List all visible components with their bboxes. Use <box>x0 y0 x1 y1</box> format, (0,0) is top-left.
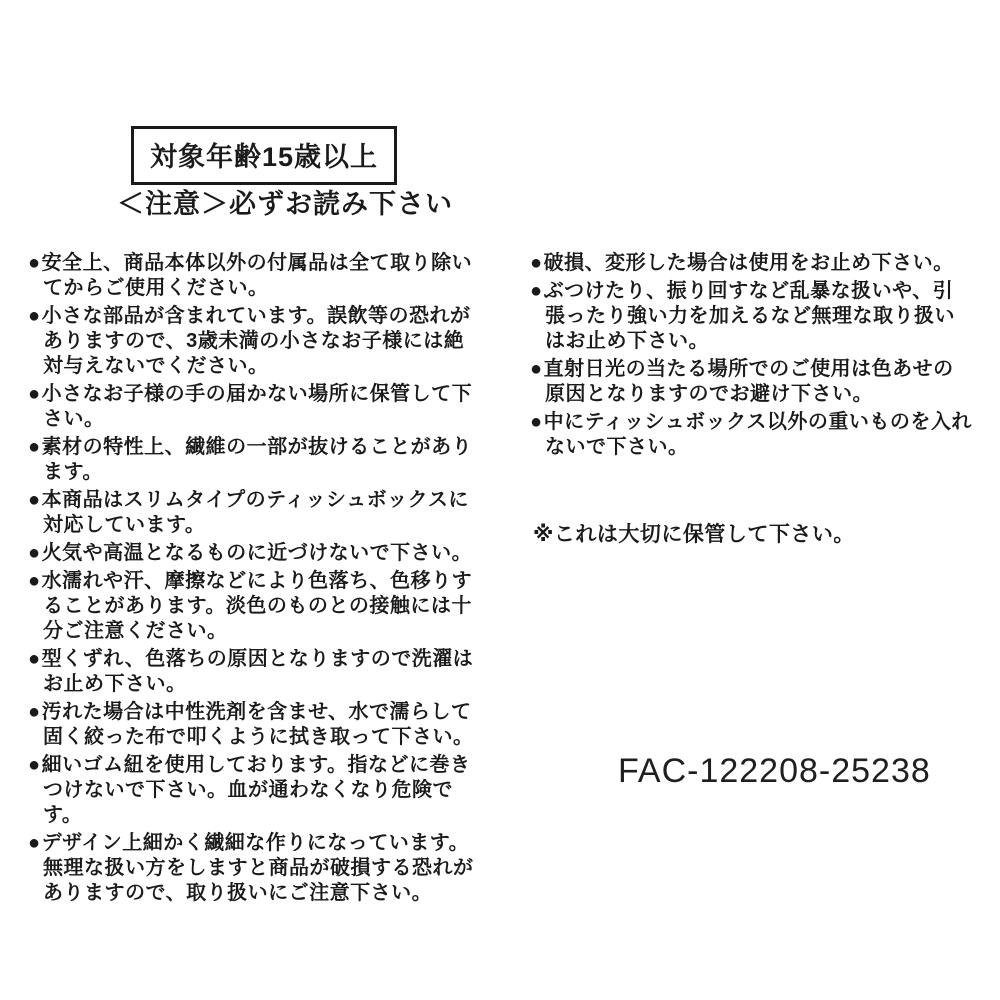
warning-text: 火気や高温となるものに近づけないで下さい。 <box>41 542 473 564</box>
warning-text: 素材の特性上、繊維の一部が抜けることがあります。 <box>41 436 473 483</box>
warning-item <box>28 382 476 432</box>
warning-text: デザイン上細かく繊細な作りになっています。無理な扱い方をしますと商品が破損する恐れがありますので、取り扱いにご注意下さい。 <box>41 832 474 904</box>
bullet-marker-icon: ● <box>28 542 41 564</box>
warning-item <box>28 435 476 485</box>
warnings-left-column <box>28 251 476 909</box>
warning-text: 汚れた場合は中性洗剤を含ませ、水で濡らして固く絞った布で叩くように拭き取って下さい。 <box>41 701 474 748</box>
bullet-marker-icon: ● <box>28 252 41 274</box>
caution-heading: ＜注意＞必ずお読み下さい <box>117 189 453 219</box>
warning-item <box>530 251 972 276</box>
warning-text: 破損、変形した場合は使用をお止め下さい。 <box>543 252 954 274</box>
warning-text: 本商品はスリムタイプのティッシュボックスに対応しています。 <box>41 489 469 536</box>
warning-text: 安全上、商品本体以外の付属品は全て取り除いてからご使用ください。 <box>41 252 473 299</box>
bullet-marker-icon: ● <box>530 358 543 380</box>
warning-item <box>28 753 476 828</box>
warning-item <box>28 304 476 379</box>
bullet-marker-icon: ● <box>530 252 543 274</box>
age-restriction-label: 対象年齢15歳以上 <box>150 142 379 172</box>
bullet-marker-icon: ● <box>530 411 543 433</box>
warning-item <box>28 488 476 538</box>
product-code: FAC-122208-25238 <box>618 752 931 790</box>
bullet-marker-icon: ● <box>28 436 41 458</box>
bullet-marker-icon: ● <box>530 280 543 302</box>
bullet-marker-icon: ● <box>28 489 41 511</box>
warning-text: 直射日光の当たる場所でのご使用は色あせの原因となりますのでお避け下さい。 <box>543 358 954 405</box>
warning-item <box>28 700 476 750</box>
warning-text: 中にティッシュボックス以外の重いものを入れないで下さい。 <box>543 411 972 458</box>
warning-item <box>28 251 476 301</box>
warning-item <box>28 569 476 644</box>
bullet-marker-icon: ● <box>28 305 41 327</box>
bullet-marker-icon: ● <box>28 754 41 776</box>
warning-item <box>28 647 476 697</box>
warning-text: 細いゴム紐を使用しております。指などに巻きつけないで下さい。血が通わなくなり危険です。 <box>41 754 471 826</box>
warnings-right-column <box>530 251 972 463</box>
warning-text: 水濡れや汗、摩擦などにより色落ち、色移りすることがあります。淡色のものとの接触には十分ご注意ください。 <box>41 570 473 642</box>
age-restriction-box <box>131 126 397 185</box>
warning-text: 小さなお子様の手の届かない場所に保管して下さい。 <box>41 383 473 430</box>
bullet-marker-icon: ● <box>28 648 41 670</box>
bullet-marker-icon: ● <box>28 701 41 723</box>
bullet-marker-icon: ● <box>28 832 41 854</box>
bullet-marker-icon: ● <box>28 570 41 592</box>
bullet-marker-icon: ● <box>28 383 41 405</box>
warning-item <box>28 541 476 566</box>
warning-text: ぶつけたり、振り回すなど乱暴な扱いや、引張ったり強い力を加えるなど無理な取り扱いはお止め下さい。 <box>543 280 955 352</box>
storage-note: ※これは大切に保管して下さい。 <box>533 523 855 546</box>
warning-item <box>530 357 972 407</box>
warning-text: 小さな部品が含まれています。誤飲等の恐れがありますので、3歳未満の小さなお子様には絶対与えないでください。 <box>41 305 471 377</box>
warning-text: 型くずれ、色落ちの原因となりますので洗濯はお止め下さい。 <box>41 648 474 695</box>
warning-item <box>28 831 476 906</box>
warning-item <box>530 279 972 354</box>
warning-item <box>530 410 972 460</box>
